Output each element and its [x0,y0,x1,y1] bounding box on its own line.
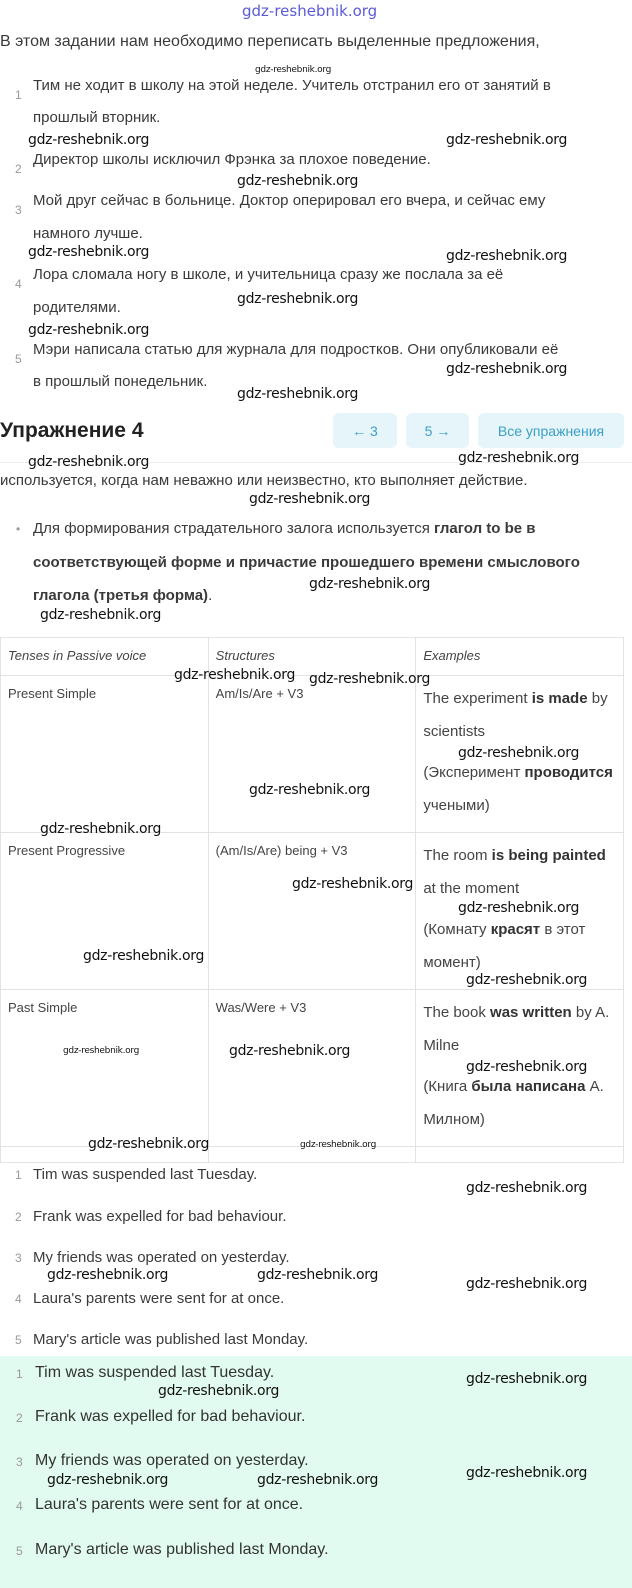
table-cell [208,1147,416,1163]
example-text: The book [423,1004,491,1021]
watermark: gdz-reshebnik.org [458,900,580,916]
divider [0,462,632,463]
table-row [1,833,624,990]
watermark: gdz-reshebnik.org [466,1371,588,1387]
answer-text: My friends was operated on yesterday. [33,1249,290,1266]
task-text: в прошлый понедельник. [33,373,208,390]
answer-text: Frank was expelled for bad behaviour. [35,1408,306,1425]
watermark: gdz-reshebnik.org [88,1136,210,1152]
watermark: gdz-reshebnik.org [446,132,568,148]
watermark: gdz-reshebnik.org [292,876,414,892]
answer-number: 1 [15,1168,22,1182]
watermark: gdz-reshebnik.org [40,821,162,837]
example-text: (Книга [423,1078,472,1095]
example-text: А. Милном) [423,1078,604,1128]
example-text: (Комнату [423,921,491,938]
answer-number: 1 [16,1367,23,1381]
watermark: gdz-reshebnik.org [446,361,568,377]
answer-number: 4 [15,1292,22,1306]
answer-text: Frank was expelled for bad behaviour. [33,1208,287,1225]
example-translation [423,756,616,822]
example-text: by A. Milne [423,1004,610,1054]
watermark: gdz-reshebnik.org [47,1267,169,1283]
tense-cell: Past Simple [1,990,209,1147]
answer-number: 4 [16,1499,23,1513]
watermark: gdz-reshebnik.org [158,1383,280,1399]
table-row [1,990,624,1147]
answer-text: Laura's parents were sent for at once. [33,1290,285,1307]
example-text: at the moment [423,880,520,897]
example-text: учеными) [423,797,490,814]
watermark: gdz-reshebnik.org [28,132,150,148]
structure-cell: Was/Were + V3 [208,990,416,1147]
prev-exercise-button[interactable]: ← 3 [333,413,397,448]
watermark: gdz-reshebnik.org [249,782,371,798]
all-exercises-button[interactable]: Все упражнения [478,413,624,448]
bullet-text: . [208,587,213,604]
example-bold: красят [490,921,541,938]
answer-number: 3 [16,1455,23,1469]
tense-cell: Present Simple [1,676,209,833]
watermark: gdz-reshebnik.org [446,248,568,264]
watermark: gdz-reshebnik.org [466,1465,588,1481]
example-text: в этот момент) [423,921,586,971]
example-bold: is made [531,690,588,707]
example-sentence [423,682,616,748]
answer-text: Mary's article was published last Monday. [35,1541,329,1558]
bullet-bold: глагол to be в [434,520,536,537]
watermark: gdz-reshebnik.org [257,1472,379,1488]
example-text: by scientists [423,690,608,740]
task-number: 2 [15,162,22,176]
watermark: gdz-reshebnik.org [237,291,359,307]
watermark: gdz-reshebnik.org [63,1046,140,1056]
example-text: (Эксперимент [423,764,525,781]
answer-number: 5 [15,1333,22,1347]
col-header: Structures [208,638,416,676]
watermark: gdz-reshebnik.org [466,1059,588,1075]
table-cell [416,1147,624,1163]
watermark: gdz-reshebnik.org [237,386,359,402]
table-cell [1,1147,209,1163]
example-text: The room [423,847,492,864]
task-text: Тим не ходит в школу на этой неделе. Учитель отстранил его от занятий в [33,77,551,94]
watermark: gdz-reshebnik.org [249,491,371,507]
example-translation [423,913,616,979]
watermark: gdz-reshebnik.org [40,607,162,623]
task-number: 4 [15,277,22,291]
bullet-icon: • [16,522,21,536]
example-sentence [423,996,616,1062]
example-cell [416,833,624,990]
task-text: родителями. [33,299,121,316]
watermark: gdz-reshebnik.org [47,1472,169,1488]
task-text: прошлый вторник. [33,109,161,126]
watermark: gdz-reshebnik.org [229,1043,351,1059]
task-number: 5 [15,352,22,366]
example-bold: была написана [471,1078,586,1095]
answer-text: Tim was suspended last Tuesday. [33,1166,258,1183]
answer-text: My friends was operated on yesterday. [35,1452,309,1469]
watermark: gdz-reshebnik.org [174,667,296,683]
bullet-text: Для формирования страдательного залога используется [33,520,435,537]
theory-bullet [33,520,536,537]
watermark: gdz-reshebnik.org [28,244,150,260]
task-number: 1 [15,88,22,102]
theory-bullet-line3 [33,587,212,604]
answer-text: Laura's parents were sent for at once. [35,1496,304,1513]
exercise-title: Упражнение 4 [0,419,144,442]
answer-number: 3 [15,1251,22,1265]
intro-text: В этом задании нам необходимо переписать выделенные предложения, [0,33,540,50]
answer-text: Tim was suspended last Tuesday. [35,1364,275,1381]
task-number: 3 [15,203,22,217]
example-bold: проводится [524,764,613,781]
watermark: gdz-reshebnik.org [309,671,431,687]
site-watermark-logo: gdz-reshebnik.org [242,2,378,20]
example-bold: is being painted [491,847,606,864]
example-cell [416,676,624,833]
watermark: gdz-reshebnik.org [466,1180,588,1196]
structure-cell: (Am/Is/Are) being + V3 [208,833,416,990]
bullet-bold: глагола (третья форма) [33,587,209,604]
col-header: Examples [416,638,624,676]
passive-voice-table [0,637,624,1163]
task-text: Лора сломала ногу в школе, и учительница сразу же послала за её [33,266,504,283]
watermark: gdz-reshebnik.org [466,1276,588,1292]
watermark: gdz-reshebnik.org [458,745,580,761]
example-translation [423,1070,616,1136]
watermark: gdz-reshebnik.org [83,948,205,964]
watermark: gdz-reshebnik.org [28,454,150,470]
watermark: gdz-reshebnik.org [466,972,588,988]
example-sentence [423,839,616,905]
watermark: gdz-reshebnik.org [458,450,580,466]
example-bold: was written [490,1004,572,1021]
task-text: Директор школы исключил Фрэнка за плохое поведение. [33,151,431,168]
watermark: gdz-reshebnik.org [28,322,150,338]
answer-text: Mary's article was published last Monday. [33,1331,309,1348]
watermark: gdz-reshebnik.org [237,173,359,189]
task-text: Мой друг сейчас в больнице. Доктор оперировал его вчера, и сейчас ему [33,192,546,209]
example-cell [416,990,624,1147]
structure-cell: Am/Is/Are + V3 [208,676,416,833]
watermark: gdz-reshebnik.org [300,1140,377,1150]
task-text: Мэри написала статью для журнала для подростков. Они опубликовали её [33,341,559,358]
answer-number: 2 [15,1210,22,1224]
next-exercise-button[interactable]: 5 → [406,413,469,448]
watermark: gdz-reshebnik.org [255,65,332,75]
theory-text: используется, когда нам неважно или неизвестно, кто выполняет действие. [0,472,528,489]
watermark: gdz-reshebnik.org [309,576,431,592]
table-row [1,676,624,833]
task-text: намного лучше. [33,225,143,242]
watermark: gdz-reshebnik.org [257,1267,379,1283]
tense-cell: Present Progressive [1,833,209,990]
example-text: The experiment [423,690,532,707]
answer-number: 5 [16,1544,23,1558]
answer-number: 2 [16,1411,23,1425]
col-header: Tenses in Passive voice [1,638,209,676]
theory-bullet-line2: соответствующей форме и причастие прошедшего времени смыслового [33,554,580,571]
